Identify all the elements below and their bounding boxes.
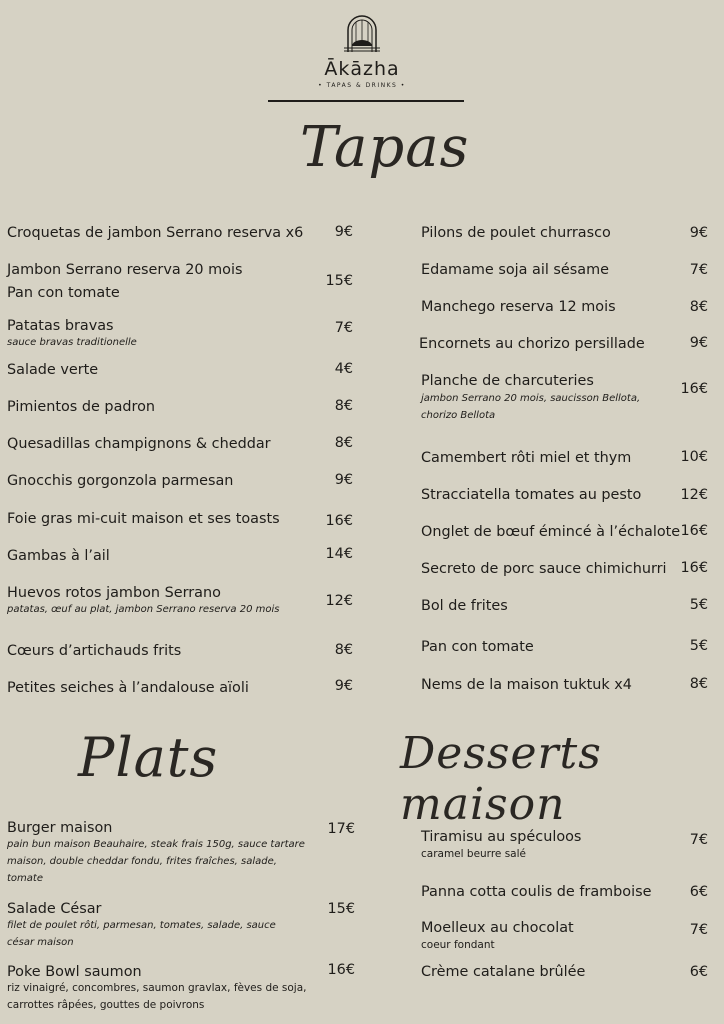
item-description-line2: chorizo Bellota (421, 410, 496, 421)
item-name: Pimientos de padron (7, 399, 156, 415)
item-name: Planche de charcuteries (421, 373, 594, 389)
item-name: Panna cotta coulis de framboise (421, 884, 652, 900)
menu-item (7, 677, 249, 700)
menu-item (7, 817, 305, 887)
menu-item (421, 674, 632, 697)
menu-item (7, 898, 276, 951)
item-price: 16€ (325, 513, 353, 529)
item-price: 16€ (680, 381, 708, 397)
brand-name: Ākāzha (324, 58, 400, 80)
item-name: Tiramisu au spéculoos (421, 829, 582, 845)
menu-item (419, 333, 645, 356)
item-price: 14€ (325, 546, 353, 562)
logo (0, 12, 724, 89)
item-description: patatas, œuf au plat, jambon Serrano reserva 20 mois (7, 604, 280, 615)
item-price: 10€ (680, 449, 708, 465)
menu-item (7, 545, 110, 568)
item-name: Edamame soja ail sésame (421, 262, 609, 278)
menu-item (7, 582, 279, 618)
item-name: Cœurs d’artichauds frits (7, 643, 182, 659)
item-name-line2: Pan con tomate (7, 285, 120, 301)
item-price: 4€ (334, 361, 353, 377)
menu-item (421, 881, 651, 904)
item-price: 7€ (689, 832, 708, 848)
menu-item (421, 521, 680, 544)
section-title-plats: Plats (78, 726, 219, 789)
item-price: 6€ (689, 964, 708, 980)
menu-item (421, 222, 611, 245)
menu-item (421, 370, 640, 424)
item-name: Petites seiches à l’andalouse aïoli (7, 680, 249, 696)
item-price: 8€ (334, 435, 353, 451)
item-name: Poke Bowl saumon (7, 964, 142, 980)
section-title-tapas: Tapas (300, 115, 470, 180)
item-name: Gambas à l’ail (7, 548, 110, 564)
menu-item (7, 315, 137, 351)
menu-item (7, 470, 233, 493)
menu-item (7, 640, 181, 663)
item-name: Nems de la maison tuktuk x4 (421, 677, 632, 693)
item-name: Pilons de poulet churrasco (421, 225, 611, 241)
item-name: Foie gras mi-cuit maison et ses toasts (7, 511, 280, 527)
item-price: 5€ (689, 597, 708, 613)
item-description: filet de poulet rôti, parmesan, tomates, salade, sauce (7, 920, 276, 931)
item-name: Huevos rotos jambon Serrano (7, 585, 221, 601)
item-name: Onglet de bœuf émincé à l’échalote (421, 524, 681, 540)
menu-item (421, 917, 574, 954)
menu-item (421, 484, 641, 507)
item-description: caramel beurre salé (421, 848, 526, 860)
item-name: Jambon Serrano reserva 20 mois (7, 262, 243, 278)
sunrise-arch-icon (342, 12, 382, 56)
menu-item (7, 222, 303, 245)
item-name: Stracciatella tomates au pesto (421, 487, 642, 503)
item-name: Patatas bravas (7, 318, 114, 334)
item-price: 9€ (334, 472, 353, 488)
item-price: 8€ (689, 299, 708, 315)
item-price: 12€ (325, 593, 353, 609)
item-price: 8€ (334, 398, 353, 414)
item-price: 5€ (689, 638, 708, 654)
item-description: pain bun maison Beauhaire, steak frais 150g, sauce tartare (7, 839, 305, 850)
item-name: Moelleux au chocolat (421, 920, 574, 936)
menu-item (7, 396, 155, 419)
section-title-desserts: Desserts maison (400, 728, 602, 830)
item-name: Salade César (7, 901, 102, 917)
item-price: 15€ (325, 273, 353, 289)
item-price: 12€ (680, 487, 708, 503)
item-price: 16€ (680, 560, 708, 576)
menu-item (7, 508, 280, 531)
menu-item (7, 359, 98, 382)
item-name: Encornets au chorizo persillade (419, 336, 645, 352)
menu-item (421, 296, 616, 319)
item-price: 9€ (689, 335, 708, 351)
item-price: 9€ (334, 224, 353, 240)
item-price: 6€ (689, 884, 708, 900)
item-name: Quesadillas champignons & cheddar (7, 436, 271, 452)
menu-item (421, 595, 508, 618)
item-name: Gnocchis gorgonzola parmesan (7, 473, 234, 489)
item-description-line3: tomate (7, 873, 43, 884)
item-name: Bol de frites (421, 598, 508, 614)
item-price: 17€ (327, 821, 355, 837)
item-price: 9€ (334, 678, 353, 694)
item-description: sauce bravas traditionelle (7, 337, 137, 348)
menu-item (7, 961, 307, 1014)
menu-item (7, 433, 271, 456)
item-description: coeur fondant (421, 939, 495, 951)
item-price: 15€ (327, 901, 355, 917)
item-price: 7€ (334, 320, 353, 336)
item-description-line2: maison, double cheddar fondu, frites fraîches, salade, (7, 856, 277, 867)
item-price: 9€ (689, 225, 708, 241)
menu-item (421, 826, 581, 863)
item-description-line2: césar maison (7, 937, 74, 948)
item-description-line2: carrottes râpées, gouttes de poivrons (7, 999, 205, 1011)
item-name: Burger maison (7, 820, 113, 836)
tagline: • TAPAS & DRINKS • (318, 82, 406, 89)
item-name: Croquetas de jambon Serrano reserva x6 (7, 225, 304, 241)
menu-item (7, 259, 242, 305)
item-name: Salade verte (7, 362, 99, 378)
item-price: 7€ (689, 262, 708, 278)
item-name: Camembert rôti miel et thym (421, 450, 632, 466)
item-description: jambon Serrano 20 mois, saucisson Bellota, (421, 393, 641, 404)
item-name: Crème catalane brûlée (421, 964, 586, 980)
item-name: Pan con tomate (421, 639, 534, 655)
item-price: 8€ (334, 642, 353, 658)
menu-item (421, 636, 534, 659)
menu-item (421, 961, 585, 984)
item-name: Secreto de porc sauce chimichurri (421, 561, 667, 577)
item-name: Manchego reserva 12 mois (421, 299, 616, 315)
item-price: 16€ (327, 962, 355, 978)
item-description: riz vinaigré, concombres, saumon gravlax, fèves de soja, (7, 982, 307, 994)
header-divider (268, 100, 464, 102)
menu-item (421, 447, 631, 470)
menu-item (421, 259, 609, 282)
item-price: 8€ (689, 676, 708, 692)
item-price: 7€ (689, 922, 708, 938)
item-price: 16€ (680, 523, 708, 539)
menu-item (421, 558, 667, 581)
